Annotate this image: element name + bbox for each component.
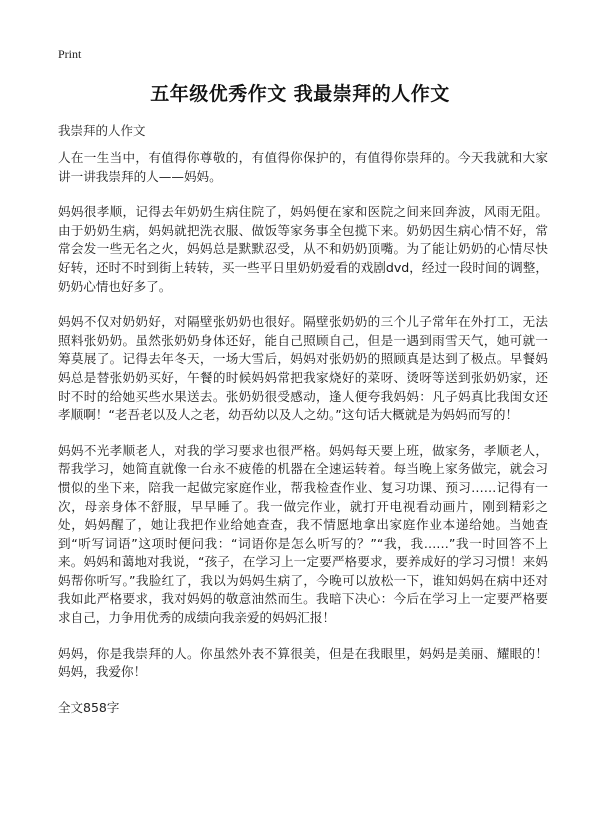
article-body (58, 149, 548, 699)
paragraph: 妈妈，你是我崇拜的人。你虽然外表不算很美，但是在我眼里，妈妈是美丽、耀眼的！妈妈，我爱你！ (58, 645, 548, 680)
paragraph: 妈妈不仅对奶奶好，对隔壁张奶奶也很好。隔壁张奶奶的三个儿子常年在外打工，无法照料张奶奶。虽然张奶奶身体还好，能自己照顾自己，但是一遇到雨雪天气，她可就一筹莫展了。记得去年冬天，一场大雪后，妈妈对张奶奶的照顾真是达到了极点。早餐妈妈总是替张奶奶买好，午餐的时候妈妈常把我家烧好的菜呀、烫呀等送到张奶奶家，还时不时的给她买些水果送去。张奶奶很受感动，逢人便夸我妈妈：凡子妈真比我闺女还孝顺啊！“老吾老以及人之老，幼吾幼以及人之幼。”这句话大概就是为妈妈而写的！ (58, 314, 548, 423)
paragraph: 妈妈不光孝顺老人，对我的学习要求也很严格。妈妈每天要上班，做家务，孝顺老人，帮我学习，她简直就像一台永不疲倦的机器在全速运转着。每当晚上家务做完，就会习惯似的坐下来，陪我一起做完家庭作业，帮我检查作业、复习功课、预习……记得有一次，母亲身体不舒服，早早睡了。我一做完作业，就打开电视看动画片，刚到精彩之处，妈妈醒了，她让我把作业给她查查，我不情愿地拿出家庭作业本递给她。当她查到“听写词语”这项时便问我：“词语你是怎么听写的？”“我，我……”我一时回答不上来。妈妈和蔼地对我说，“孩子，在学习上一定要严格要求，要养成好的学习习惯！来妈妈帮你听写。”我脸红了，我以为妈妈生病了，今晚可以放松一下，谁知妈妈在病中还对我如此严格要求，我对妈妈的敬意油然而生。我暗下决心：今后在学习上一定要严格要求自己，力争用优秀的成绩向我亲爱的妈妈汇报！ (58, 442, 548, 626)
paragraph: 人在一生当中，有值得你尊敬的，有值得你保护的，有值得你崇拜的。今天我就和大家讲一讲我崇拜的人——妈妈。 (58, 150, 548, 184)
word-count: 全文858字 (58, 700, 120, 715)
article-subtitle: 我崇拜的人作文 (58, 123, 146, 138)
paragraph: 妈妈很孝顺，记得去年奶奶生病住院了，妈妈便在家和医院之间来回奔波，风雨无阻。由于奶奶生病，妈妈就把洗衣服、做饭等家务事全包揽下来。奶奶因生病心情不好，常常会发一些无名之火，妈妈总是默默忍受，从不和奶奶顶嘴。为了能让奶奶的心情尽快好转，还时不时到街上转转，买一些平日里奶奶爱看的戏剧dvd，经过一段时间的调整，奶奶心情也好多了。 (58, 204, 548, 294)
print-link[interactable]: Print (58, 47, 82, 61)
page-title: 五年级优秀作文 我最崇拜的人作文 (150, 83, 450, 105)
